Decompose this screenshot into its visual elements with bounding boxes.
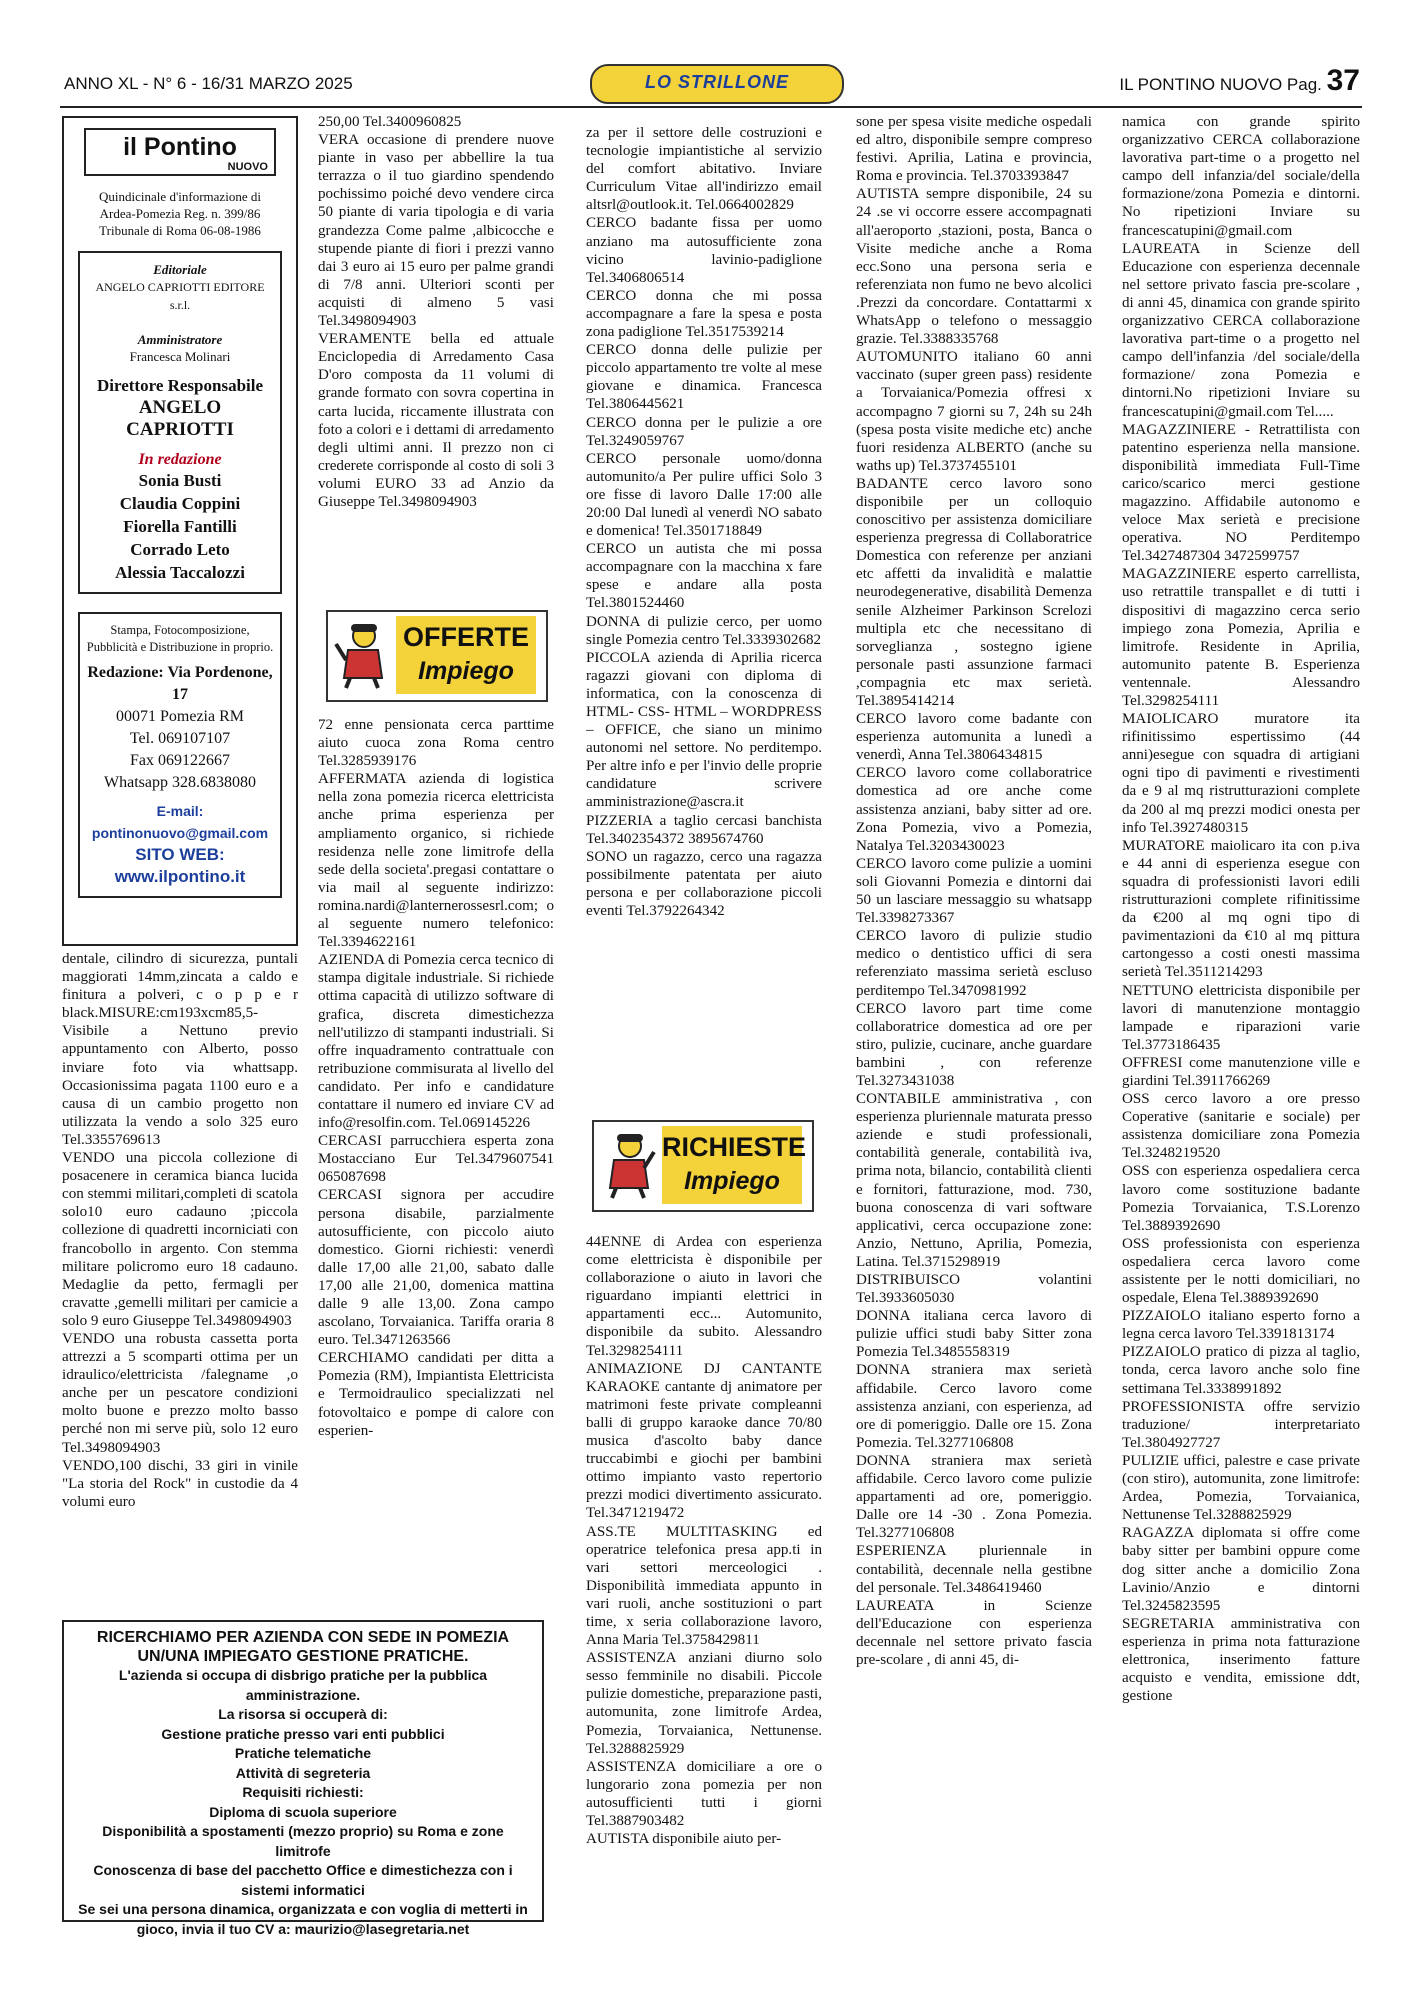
classified-ad: VENDO,100 dischi, 33 giri in vinile "La storia del Rock" in custodie da 4 volumi euro (62, 1457, 298, 1510)
staff-label: In redazione (138, 451, 222, 468)
page-number: 37 (1326, 64, 1360, 97)
classified-ad: za per il settore delle costruzioni e tecnologie impiantistiche al servizio del comfort abitativo. Inviare Curriculum Vitae all'indirizzo email altsrl@outlook.it. Tel.0664002829 (586, 125, 822, 214)
job-ad-line: Requisiti richiesti: (242, 1784, 364, 1800)
column-3-bottom (586, 1233, 822, 1983)
job-ad-line: Disponibilità a spostamenti (mezzo proprio) su Roma e zone limitrofe (102, 1823, 504, 1859)
fax: Fax 069122667 (130, 752, 230, 769)
classified-ad: RAGAZZA diplomata si offre come baby sitter per bambini oppure come dog sitter anche a domicilio Zona Lavinio/Anzio e dintorni Tel.3245823595 (1122, 1525, 1360, 1614)
masthead-inner-box (78, 251, 282, 594)
job-ad-line: Pratiche telematiche (234, 1745, 372, 1761)
classified-ad: 44ENNE di Ardea con esperienza come elettricista è disponibile per collaborazione o aiuto in lavori che riguardano impianti elettrici in appartamenti ecc... Automunito, disponibile da subito. Alessandro Tel.3298254111 (586, 1234, 822, 1359)
classified-ad: DISTRIBUISCO volantini Tel.3933605030 (856, 1272, 1092, 1307)
offerte-impiego-badge (326, 610, 548, 702)
staff-member: Fiorella Fantilli (123, 517, 237, 536)
classified-ad: LAUREATA in Scienze dell Educazione con esperienza decennale nel settore privato fascia pre-scolare , di anni 45, dinamica con grande spirito organizzativo CERCA collaborazione lavorativa part-time o a progetto nel campo dell'infanzia /del sociale/della formazione/ zona Pomezia e dintorni.No ripetizioni Inviare su francescatupini@gmail.com Tel..... (1122, 240, 1360, 420)
admin-label: Amministratore (137, 332, 223, 347)
director-block (84, 375, 276, 441)
classified-ad: 72 enne pensionata cerca parttime aiuto cuoca zona Roma centro Tel.3285939176 (318, 717, 554, 770)
classified-ad: DONNA straniera max serietà affidabile. Cerco lavoro come assistenza anziani, con esperienza, ad ore di pomeriggio. Dalle ore 15. Zona Pomezia. Tel.3277106808 (856, 1362, 1092, 1451)
classified-ad: namica con grande spirito organizzativo CERCA collaborazione lavorativa part-time o a progetto nel campo dell infanzia/del sociale/della formazione/zona Pomezia e dintorni. No ripetizioni Inviare su francescatupini@gmail.com (1122, 114, 1360, 239)
classified-ad: VENDO una robusta cassetta porta attrezzi a 5 scomparti ottima per un idraulico/elettricista /falegname ,o anche per un pescatore condizioni molto buone e prezzo molto basso perché non mi serve più, solo 12 euro Tel.3498094903 (62, 1330, 298, 1456)
masthead-subtitle: NUOVO (227, 161, 268, 173)
classified-ad: CERCO personale uomo/donna automunito/a Per pulire uffici Solo 3 ore fisse di lavoro Dalle 17:00 alle 20:00 Dal lunedì al venerdì NO sabato e domenica! Tel.3501718849 (586, 450, 822, 540)
badge-title: RICHIESTE (662, 1132, 807, 1162)
classified-ad: ASS.TE MULTITASKING ed operatrice telefonica presa app.ti in vari settori merceologici . Disponibilità immediata appunto in vari ruoli, anche sostituzioni o part time, x seria collaborazione lavoro, Anna Maria Tel.3758429811 (586, 1523, 822, 1649)
classified-ad: ESPERIENZA pluriennale in contabilità, decennale nella gestibne del personale. Tel.3486419460 (856, 1543, 1092, 1596)
job-ad-line: Conoscenza di base del pacchetto Office e dimestichezza con i sistemi informatici (93, 1862, 513, 1898)
classified-ad: PIZZAIOLO italiano esperto forno a legna cerca lavoro Tel.3391813174 (1122, 1308, 1360, 1343)
paper-name-page (1119, 64, 1360, 98)
classified-ad: OFFRESI come manutenzione ville e giardini Tel.3911766269 (1122, 1054, 1360, 1089)
whatsapp: Whatsapp 328.6838080 (104, 774, 256, 791)
classified-ad: CERCO lavoro part time come collaboratrice domestica ad ore per stiro, pulizie, cucinare, anche guardare bambini , con referenze Tel.3273431038 (856, 1000, 1092, 1089)
classified-ad: CERCO lavoro come pulizie a uomini soli Giovanni Pomezia e dintorni dai 50 un lasciare messaggio su whatsapp Tel.3398273367 (856, 855, 1092, 927)
contact-lines (84, 662, 276, 794)
column-5 (1122, 113, 1360, 1985)
masthead-info: Quindicinale d'informazione di Ardea-Pomezia Reg. n. 399/86 Tribunale di Roma 06-08-1986 (99, 189, 261, 238)
classified-ad: SEGRETARIA amministrativa con esperienza in prima nota fatturazione elettronica, inserimento fatture acquisto e vendita, emissione ddt, gestione (1122, 1615, 1360, 1705)
badge-subtitle: Impiego (418, 657, 514, 685)
classified-ad: AUTISTA sempre disponibile, 24 su 24 .se vi occorre essere accompagnati all'aeroporto ,stazioni, posta, Banca o Visite mediche anche a Roma ecc.Sono una persona seria e referenziata non fumo ne bevo alcolici .Prezzi da concordare. Contattarmi x WhatsApp o telefono o messaggio grazie. Tel.3388335768 (856, 186, 1092, 348)
column-2-top (318, 113, 554, 595)
strillone-logo: LO STRILLONE (590, 64, 844, 104)
classified-ad: PIZZAIOLO pratico di pizza al taglio, tonda, cerca lavoro anche solo fine settimana Tel.3338991892 (1122, 1344, 1360, 1397)
richieste-label (662, 1126, 807, 1204)
classified-ad: CERCO donna per le pulizie a ore Tel.3249059767 (586, 414, 822, 449)
classified-ad: PICCOLA azienda di Aprilia ricerca ragazzi giovani con diploma di informatica, con la conoscenza di HTML- CSS- HTML – WORDPRESS – OFFICE, che siano un minimo autonomi nel settore. No perditempo. Per altre info e per l'invio delle proprie candidature scrivere amministrazione@ascra.it (586, 649, 822, 811)
classified-ad: AFFERMATA azienda di logistica nella zona pomezia ricerca elettricista anche prima esperienza per ampliamento organico, si richiede residenza nelle zone limitrofe della sede della societa'.pregasi contattare o via mail al seguente indirizzo: romina.nardi@lanternerossesrl.com; o al seguente numero telefonico: Tel.3394622161 (318, 771, 554, 951)
classified-ad: BADANTE cerco lavoro sono disponibile per un colloquio conoscitivo per assistenza domiciliare esperienza pregressa di Collaboratrice Domestica con referenze per anziani etc affetti da invalidità e malattie neurodegenerative, disabilità Demenza senile Alzheimer Parkinson Screlozi multipla etc che necessitano di sorveglianza , sostegno igiene personale pasti assunzione farmaci ,compagnia etc max serietà. Tel.3895414214 (856, 475, 1092, 709)
classified-ad: MAGAZZINIERE esperto carrellista, uso retrattile transpallet e di tutti i dispositivi di magazzino cerca serio impiego zona Pomezia, Aprilia e limitrofe. Residente in Aprilia, automunito patente B. Esperienza ventennale. Alessandro Tel.3298254111 (1122, 566, 1360, 709)
classified-ad: AUTISTA disponibile aiuto per- (586, 1831, 782, 1848)
staff-member: Alessia Taccalozzi (115, 563, 245, 582)
classified-ad: CERCO lavoro come collaboratrice domestica ad ore anche come assistenza anziani, baby sitter ad ore. Zona Pomezia, vivo a Pomezia, Natalya Tel.3203430023 (856, 765, 1092, 854)
classified-ad: VERAMENTE bella ed attuale Enciclopedia di Arredamento Casa D'oro composta da 11 volumi di grande formato con sovra copertina in carta lucida, riccamente illustrata con foto a colori e i dettami di arredamento degli ultimi anni. Il prezzo non ci crederete corrisponde al costo di soli 3 volumi EURO 33 ad Anzio da Giuseppe Tel.3498094903 (318, 331, 554, 510)
classified-ad: AUTOMUNITO italiano 60 anni vaccinato (super green pass) residente a Torvaianica/Pomezia offresi x accompagno 7 giorni su 7, 24h su 24h (spesa posta visite mediche etc) anche fuori residenza ALBERTO (anche su waths up) Tel.3737455101 (856, 349, 1092, 474)
job-ad-line: Diploma di scuola superiore (209, 1803, 397, 1820)
column-3-top (586, 124, 822, 1102)
column-2-bottom (318, 716, 554, 1612)
masthead-contact-box (78, 612, 282, 898)
classified-ad: CERCASI parrucchiera esperta zona Mostacciano Eur Tel.3479607541 065087698 (318, 1133, 554, 1186)
director-label: Direttore Responsabile (96, 376, 264, 395)
phone: Tel. 069107107 (129, 730, 231, 747)
classified-ad: NETTUNO elettricista disponibile per lavori di manutenzione montaggio lampade e riparazioni varie Tel.3773186435 (1122, 982, 1360, 1053)
printing-info: Stampa, Fotocomposizione, Pubblicità e Distribuzione in proprio. (86, 623, 274, 654)
richieste-impiego-badge (592, 1120, 814, 1212)
classified-ad: SONO un ragazzo, cerco una ragazza possibilmente patentata per aiuto persona e per collaborazione piccoli eventi Tel.3792264342 (586, 848, 822, 920)
job-ad-line: La risorsa si occuperà di: (218, 1706, 388, 1722)
classified-ad: LAUREATA in Scienze dell'Educazione con esperienza decennale nel settore privato fascia pre-scolare , di anni 45, di- (856, 1597, 1092, 1668)
classified-ad: CERCO un autista che mi possa accompagnare con la macchina x fare spese e andare alla posta Tel.3801524460 (586, 541, 822, 612)
classified-ad: CERCO donna che mi possa accompagnare a fare la spesa e posta zona padiglione Tel.3517539214 (586, 287, 822, 341)
job-ad-box (62, 1620, 544, 1937)
masthead-name: il Pontino (123, 133, 237, 161)
publisher: ANGELO CAPRIOTTI EDITORE s.r.l. (95, 280, 265, 312)
classified-ad: VERA occasione di prendere nuove piante in vaso per abbellire la tua terrazza o il tuo giardino spendendo pochissimo poiché devo vendere circa 50 piante di varia tipologia e di varia grandezza Come palme ,albicocche e stupende piante di fiori i prezzi vanno dai 3 euro ai 15 euro per palme grandi di 7/8 anni. Ulteriori sconti per acquisti di almeno 5 vasi Tel.3498094903 (318, 132, 554, 330)
classified-ad: CERCO lavoro di pulizie studio medico o dentistico uffici di sera referenziato massima serietà escluso perditempo Tel.3470981992 (856, 928, 1092, 999)
classified-ad: CERCO badante fissa per uomo anziano ma autosufficiente zona vicino lavinio-padiglione Tel.3406806514 (586, 215, 822, 286)
redazione-address: Redazione: Via Pordenone, 17 (87, 664, 273, 703)
worker-icon (334, 620, 390, 690)
classified-ad: CERCASI signora per accudire persona disabile, parzialmente autosufficiente, con piccolo aiuto domestico. Giorni richiesti: venerdì dalle 17,00 alle 21,00, sabato dalle 17,00 alle 21,00, domenica mattina dalle 9 alle 13,00. Zona campo ascolano, Torvaianica. Tariffa oraria 8 euro. Tel.3471263566 (318, 1187, 554, 1349)
classified-ad: OSS cerco lavoro a ore presso Coperative (sanitarie e sociale) per assistenza domiciliare zona Pomezia Tel.3248219520 (1122, 1091, 1360, 1162)
classified-ad: CERCO donna delle pulizie per piccolo appartamento tre volte al mese giovane e dinamica. Francesca Tel.3806445621 (586, 342, 822, 413)
job-ad-line: Attività di segreteria (235, 1764, 371, 1781)
job-ad-line: Gestione pratiche presso vari enti pubblici (161, 1725, 445, 1742)
job-ad-line: Se sei una persona dinamica, organizzata e con voglia di metterti in gioco, invia il tuo CV a: maurizio@lasegretaria.net (78, 1901, 528, 1937)
classified-ad: CERCO lavoro come badante con esperienza automunita a lunedì a venerdì, Anna Tel.3806434815 (856, 711, 1092, 764)
masthead-title (84, 128, 276, 176)
classified-ad: PIZZERIA a taglio cercasi banchista Tel.3402354372 3895674760 (586, 812, 822, 847)
column-4 (856, 113, 1092, 1985)
classified-ad: CERCHIAMO candidati per ditta a Pomezia (RM), Impiantista Elettricista e Termoidraulico specializzati nel fotovoltaico e pompe di calore con esperien- (318, 1350, 554, 1439)
classified-ad: sone per spesa visite mediche ospedali ed altro, disponibile sempre compreso festivi. Aprilia, Latina e provincia, Roma e provincia. Tel.3703393847 (856, 114, 1092, 185)
classified-ad: OSS con esperienza ospedaliera cerca lavoro come sostituzione badante Pomezia Torvaianica, T.S.Lorenzo Tel.3889392690 (1122, 1163, 1360, 1234)
column-1 (62, 950, 298, 1608)
classified-ad: DONNA italiana cerca lavoro di pulizie uffici studi baby Sitter zona Pomezia Tel.3485558319 (856, 1308, 1092, 1361)
classified-ad: ANIMAZIONE DJ CANTANTE KARAOKE cantante dj animatore per matrimoni feste private compleanni balli di gruppo karaoke dance 70/80 musica d'ascolto baby dance truccabimbi e giochi per bambini ottimo impianto vasto repertorio prezzi modici divertimento assicurato. Tel.3471219472 (586, 1360, 822, 1522)
website-link[interactable]: SITO WEB: www.ilpontino.it (114, 845, 246, 886)
postal-code: 00071 Pomezia RM (116, 708, 244, 725)
page-header (60, 64, 1360, 106)
director-name: ANGELO CAPRIOTTI (126, 397, 234, 440)
header-rule (60, 106, 1362, 108)
worker-icon (600, 1130, 656, 1200)
staff-member: Corrado Leto (130, 540, 230, 559)
badge-title: OFFERTE (403, 622, 529, 652)
email-link[interactable]: E-mail: pontinonuovo@gmail.com (91, 803, 269, 841)
masthead-box (62, 116, 298, 946)
classified-ad: DONNA straniera max serietà affidabile. Cerco lavoro come pulizie appartamenti ad ore, pomeriggio. Dalle ore 14 -30 . Zona Pomezia. Tel.3277106808 (856, 1452, 1092, 1542)
classified-ad: PULIZIE uffici, palestre e case private (con stiro), automunita, zone limitrofe: Ardea, Pomezia, Torvaianica, Nettunense Tel.3288825929 (1122, 1452, 1360, 1524)
paper-name: IL PONTINO NUOVO Pag. (1119, 75, 1322, 94)
classified-ad: ASSISTENZA anziani diurno solo sesso femminile no disabili. Piccole pulizie domestiche, preparazione pasti, automunita, zone limitrofe Ardea, Pomezia, Torvaianica, Nettunense. Tel.3288825929 (586, 1650, 822, 1757)
classified-ad: MURATORE maiolicaro ita con p.iva e 44 anni di esperienza esegue con squadra di professionisti lavori edili ristrutturazioni complete rifinitissime da €200 al mq ogni tipo di pavimentazioni da €10 al mq pittura cartongesso a costi onesti massima serietà Tel.3511214293 (1122, 837, 1360, 981)
staff-member: Claudia Coppini (119, 494, 241, 513)
classified-ad: MAIOLICARO muratore ita rifinitissimo espertissimo (44 anni)esegue con squadra di artigiani ogni tipo di pavimenti e rivestimenti da e 9 al mq ristrutturazioni complete da 200 al mq prezzi modici onesta per info Tel.3927480315 (1122, 711, 1360, 836)
classified-ad: AZIENDA di Pomezia cerca tecnico di stampa digitale industriale. Si richiede ottima capacità di utilizzo software di grafica, discreta dimestichezza nell'utilizzo di stampanti industriali. Si offre inquadramento contrattuale con retribuzione commisurata al livello del candidato. Per info e candidature contattare il numero ed inviare CV ad info@resolfin.com. Tel.069145226 (318, 952, 554, 1132)
classified-ad: 250,00 Tel.3400960825 (318, 114, 462, 130)
admin-name: Francesca Molinari (129, 349, 231, 364)
job-ad-line: L'azienda si occupa di disbrigo pratiche per la pubblica amministrazione. (118, 1667, 488, 1703)
classified-ad: CONTABILE amministrativa , con esperienza pluriennale maturata presso aziende e studi professionali, contabilità generale, contabilità iva, prima nota, bilancio, contabilità clienti e fornitori, fatturazione, mod. 730, buona conoscenza di vari software applicativi, cerca occupazione zone: Anzio, Nettuno, Aprilia, Pomezia, Latina. Tel.3715298919 (856, 1091, 1092, 1270)
issue-date: ANNO XL - N° 6 - 16/31 MARZO 2025 (64, 74, 353, 93)
classified-ad: VENDO una piccola collezione di posacenere in ceramica bianca lucida con stemmi militari,completi di scatola solo10 euro cadauno ;piccola collezione di quadretti incorniciati con francobollo in argento. Con stemma militare policromo euro 18 cadauno. Medaglie da petto, fermagli per cravatte ,gemelli militari per camicie a solo 9 euro Giuseppe Tel.3498094903 (62, 1150, 298, 1329)
classified-ad: OSS professionista con esperienza ospedaliera cerca lavoro come assistente per le notti domiciliari, no ospedale, Elena Tel.3889392690 (1122, 1235, 1360, 1307)
staff-list (84, 469, 276, 584)
editorial-label: Editoriale (153, 262, 207, 277)
classified-ad: dentale, cilindro di sicurezza, puntali maggiorati 14mm,zincata a caldo e finitura a polveri, c o p p e r black.MISURE:cm193xcm85,5- Visibile a Nettuno previo appuntamento con Alberto, posso inviare foto via whattsapp. Occasionissima pagata 1100 euro e a causa di un cambio progetto non utilizzata la vendo a solo 325 euro Tel.3355769613 (62, 951, 298, 1148)
classified-ad: DONNA di pulizie cerco, per uomo single Pomezia centro Tel.3339302682 (586, 613, 822, 648)
job-ad-title: RICERCHIAMO PER AZIENDA CON SEDE IN POMEZIA UN/UNA IMPIEGATO GESTIONE PRATICHE. (96, 1629, 510, 1665)
classified-ad: MAGAZZINIERE - Retrattilista con patentino esperienza nella mansione. disponibilità immediata Full-Time carico/scarico merci gestione magazzino. Affidabile autonomo e veloce Max serietà e precisione operativa. NO Perditempo Tel.3427487304 3472599757 (1122, 421, 1360, 565)
offerte-label (396, 616, 536, 694)
staff-member: Sonia Busti (138, 471, 222, 490)
badge-subtitle: Impiego (684, 1167, 780, 1195)
classified-ad: PROFESSIONISTA offre servizio traduzione/ interpretariato Tel.3804927727 (1122, 1398, 1360, 1451)
classified-ad: ASSISTENZA domiciliare a ore o lungorario zona pomezia per non autosufficienti tutti i giorni Tel.3887903482 (586, 1758, 822, 1829)
